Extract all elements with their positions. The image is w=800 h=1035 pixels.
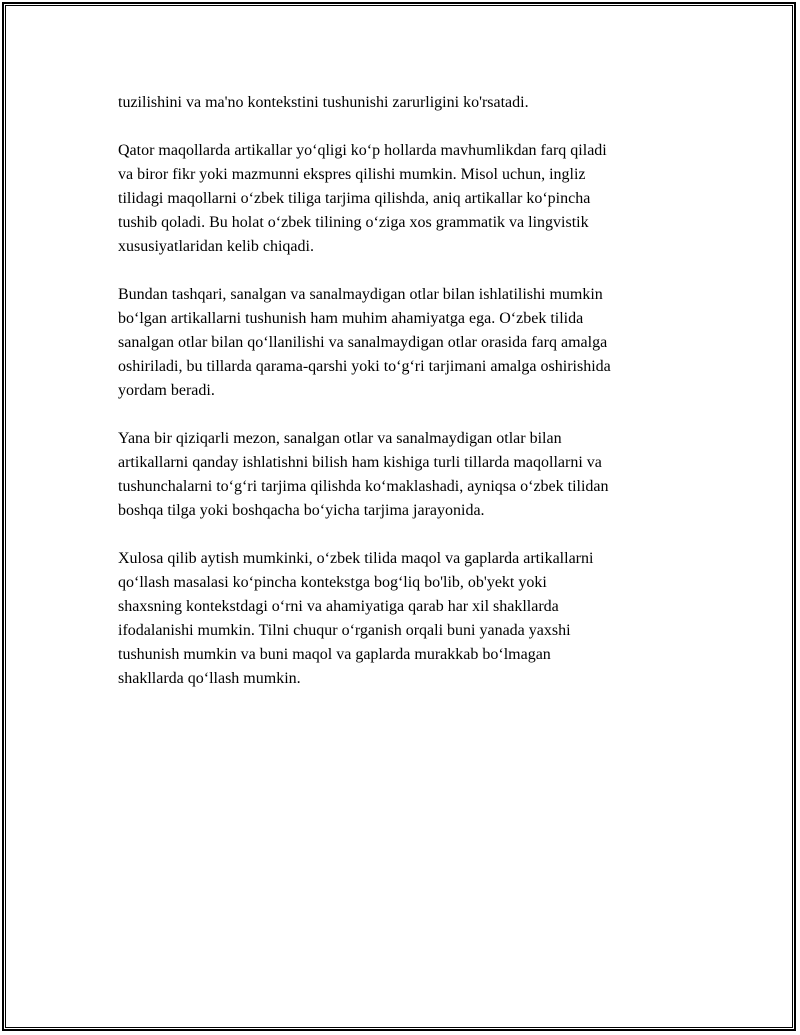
text-line: bo‘lgan artikallarni tushunish ham muhim ahamiyatga ega. O‘zbek tilida	[118, 310, 584, 327]
text-line: Yana bir qiziqarli mezon, sanalgan otlar va sanalmaydigan otlar bilan	[118, 430, 562, 447]
text-line: Bundan tashqari, sanalgan va sanalmaydigan otlar bilan ishlatilishi mumkin	[118, 286, 603, 303]
paragraph	[118, 547, 698, 691]
text-line: va biror fikr yoki mazmunni ekspres qilishi mumkin. Misol uchun, ingliz	[118, 166, 586, 183]
text-line: xususiyatlaridan kelib chiqadi.	[118, 238, 314, 255]
paragraph	[118, 283, 698, 403]
text-line: tilidagi maqollarni o‘zbek tiliga tarjima qilishda, aniq artikallar ko‘pincha	[118, 190, 591, 207]
text-line: boshqa tilga yoki boshqacha bo‘yicha tarjima jarayonida.	[118, 502, 485, 519]
paragraph	[118, 139, 698, 259]
text-line: Qator maqollarda artikallar yo‘qligi ko‘p hollarda mavhumlikdan farq qiladi	[118, 142, 607, 159]
text-line: shakllarda qo‘llash mumkin.	[118, 670, 301, 687]
text-line: tushunish mumkin va buni maqol va gaplarda murakkab bo‘lmagan	[118, 646, 551, 663]
text-line: Xulosa qilib aytish mumkinki, o‘zbek tilida maqol va gaplarda artikallarni	[118, 550, 594, 567]
text-line: shaxsning kontekstdagi o‘rni va ahamiyatiga qarab har xil shakllarda	[118, 598, 559, 615]
text-line: yordam beradi.	[118, 382, 215, 399]
text-line: tushunchalarni to‘g‘ri tarjima qilishda ko‘maklashadi, ayniqsa o‘zbek tilidan	[118, 478, 609, 495]
text-line: artikallarni qanday ishlatishni bilish ham kishiga turli tillarda maqollarni va	[118, 454, 602, 471]
text-line: ifodalanishi mumkin. Tilni chuqur o‘rganish orqali buni yanada yaxshi	[118, 622, 571, 639]
text-line: qo‘llash masalasi ko‘pincha kontekstga bog‘liq bo'lib, ob'yekt yoki	[118, 574, 547, 591]
text-line: tushib qoladi. Bu holat o‘zbek tilining o‘ziga xos grammatik va lingvistik	[118, 214, 589, 231]
paragraph	[118, 427, 698, 523]
document-body	[118, 91, 698, 715]
text-line: tuzilishini va ma'no kontekstini tushunishi zarurligini ko'rsatadi.	[118, 94, 529, 111]
paragraph	[118, 91, 698, 115]
text-line: oshiriladi, bu tillarda qarama-qarshi yoki to‘g‘ri tarjimani amalga oshirishida	[118, 358, 611, 375]
text-line: sanalgan otlar bilan qo‘llanilishi va sanalmaydigan otlar orasida farq amalga	[118, 334, 608, 351]
